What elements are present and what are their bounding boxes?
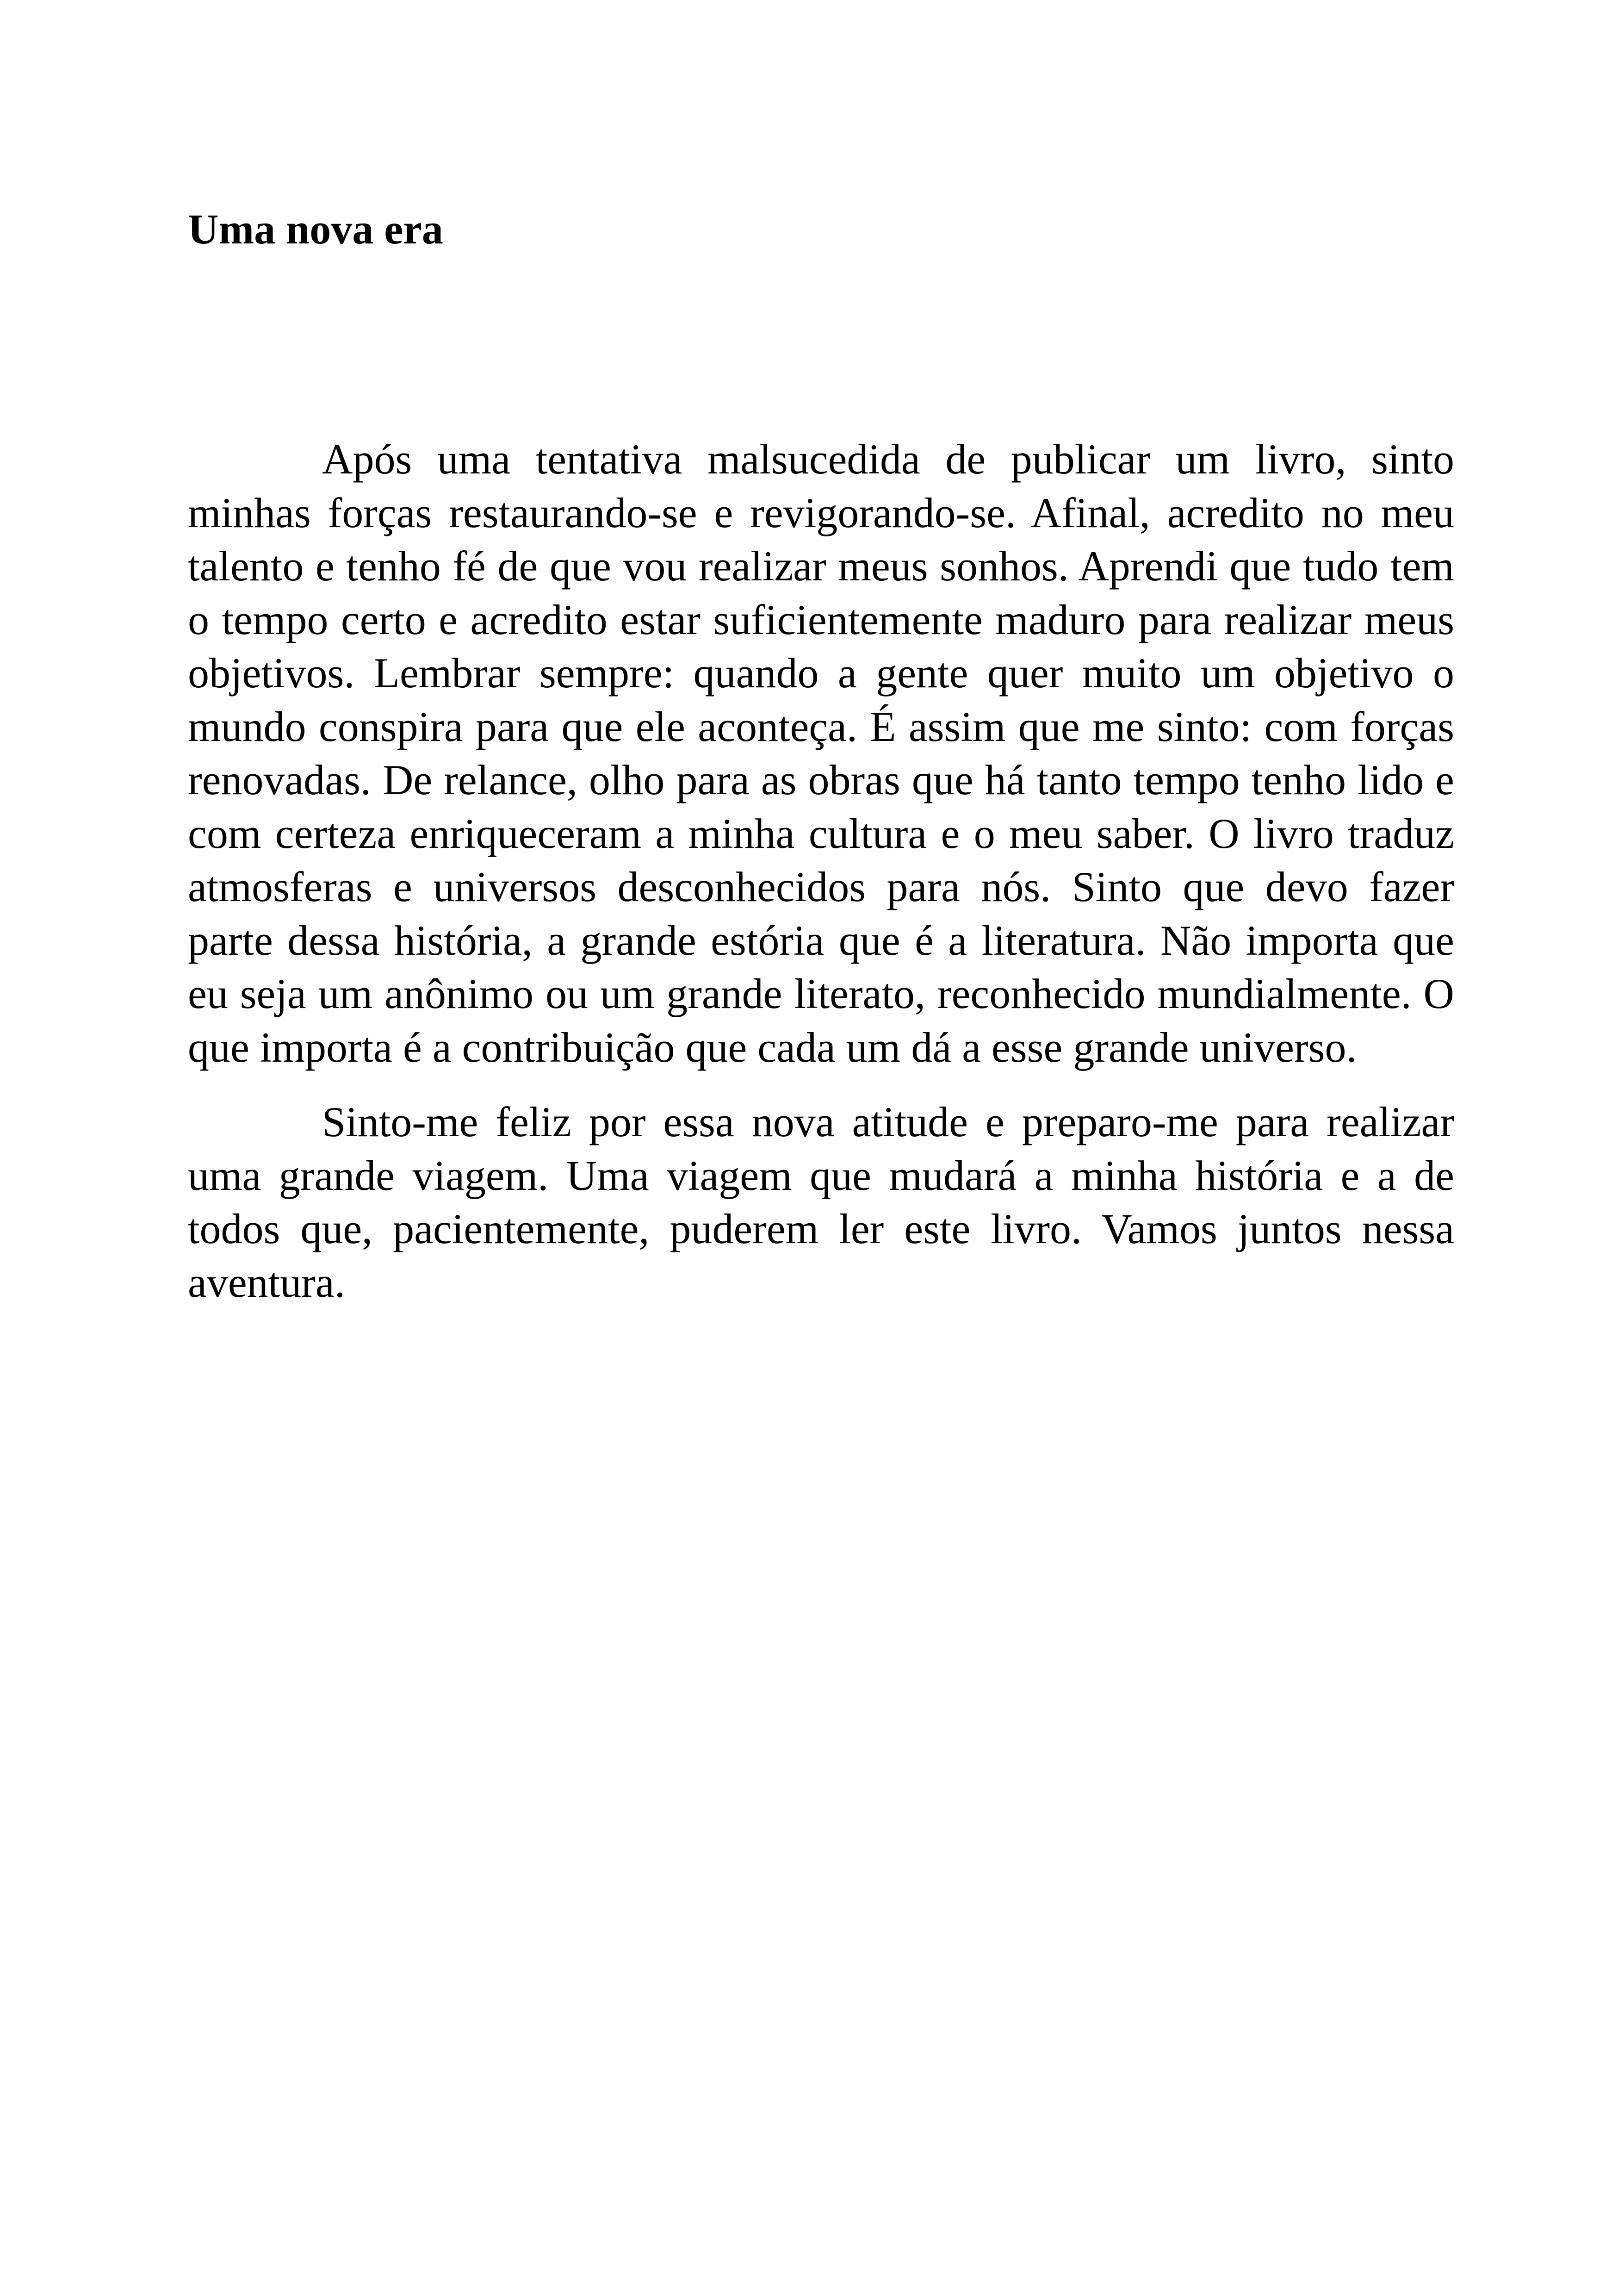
body-paragraph-1: Após uma tentativa malsucedida de publicar um livro, sinto minhas forças restaurando-se e revigorando-se. Afinal, acredito no meu talento e tenho fé de que vou realizar meus sonhos. Aprendi que tudo tem o tempo certo e acredito estar suficientemente maduro para realizar meus objetivos. Lembrar sempre: quando a gente quer muito um objetivo o mundo conspira para que ele aconteça. É assim que me sinto: com forças renovadas. De relance, olho para as obras que há tanto tempo tenho lido e com certeza enriqueceram a minha cultura e o meu saber. O livro traduz atmosferas e universos desconhecidos para nós. Sinto que devo fazer parte dessa história, a grande estória que é a literatura. Não importa que eu seja um anônimo ou um grande literato, reconhecido mundialmente. O que importa é a contribuição que cada um dá a esse grande universo. [188,436,1454,1071]
chapter-title: Uma nova era [188,205,443,253]
body-paragraph-2: Sinto-me feliz por essa nova atitude e preparo-me para realizar uma grande viagem. Uma viagem que mudará a minha história e a de todos que, pacientemente, puderem ler este livro. Vamos juntos nessa aventura. [188,1098,1454,1306]
chapter-body [188,433,1454,1331]
